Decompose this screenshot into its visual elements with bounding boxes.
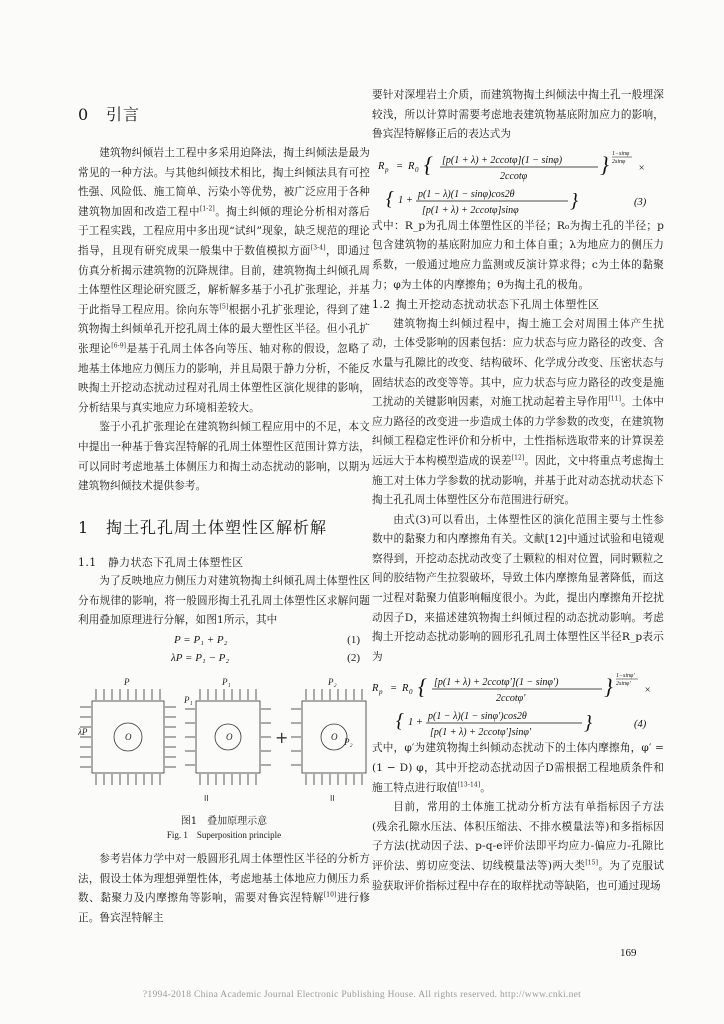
svg-text:p(1 − λ)(1 − sinφ′)cos2θ: p(1 − λ)(1 − sinφ′)cos2θ (428, 711, 527, 723)
label-o-1: O (125, 732, 132, 743)
citation[interactable]: [1-2] (199, 205, 215, 213)
equation-1-tag: (1) (347, 634, 360, 647)
svg-text:1−sinφ: 1−sinφ (612, 150, 630, 157)
svg-text:2ccotφ: 2ccotφ (500, 170, 528, 182)
figure-caption-en: Fig. 1 Superposition principle (166, 830, 282, 841)
svg-text:}: } (600, 151, 609, 177)
citation[interactable]: [10] (323, 891, 337, 899)
section-1-1-paragraph-1: 为了反映地应力侧压力对建筑物掏土纠倾孔周土体塑性区分布规律的影响，将一般圆形掏土孔孔周土体塑性区求解问题利用叠加原理进行分解，如图1所示，其中 (78, 575, 370, 627)
citation[interactable]: [3-4] (310, 244, 326, 252)
svg-text:×: × (644, 685, 652, 697)
section-heading-introduction (78, 104, 370, 126)
svg-text:}: } (604, 674, 613, 700)
intro-paragraph-2: 鉴于小孔扩张理论在建筑物纠倾工程应用中的不足，本文中提出一种基于鲁宾涅特解的孔周土体塑性区范围计算方法，可以同时考虑地基土体侧压力和掏土动态扰动的影响，以期为建筑物纠倾技术提供参考。 (78, 421, 370, 493)
label-p1-left: P₁ (184, 695, 193, 706)
section-1-1-paragraph-2: 参考岩体力学中对一般圆形孔周土体塑性区半径的分析方法，假设土体为理想弹塑性体，考虑地基土体地应力侧压力系数、黏聚力及内摩擦角等影响，需要对鲁宾涅特解[10]进行修正。鲁宾涅特解主 (78, 853, 370, 924)
section-1-2-paragraph-1: 建筑物掏土纠倾过程中，掏土施工会对周围土体产生扰动，土体受影响的因素包括：应力状态与应力路径的改变、含水量与孔隙比的改变、结构破坏、化学成分改变、压密状态与固结状态的改变等等。其中，应力状态与应力路径的改变是施工扰动的关键影响因素，对施工扰动起着主导作用[11]。土体中应力路径的改变进一步造成土体的力学参数的改变，在建筑物纠倾工程稳定性评价和分析中，土性指标选取带来的计算误差远远大于本构模型造成的误差[12]。因此，文中将重点考虑掏土施工对土体力学参数的扰动影响，并基于此对动态扰动状态下掏土孔孔周土体塑性区分布范围进行研究。 (372, 317, 664, 507)
page-number: 169 (620, 947, 637, 959)
copyright-footer: ?1994-2018 China Academic Journal Electronic Publishing House. All rights reserved. http://www.cnki.net (142, 990, 582, 1000)
equation-2-tag: (2) (347, 652, 360, 665)
figure-caption-cn: 图1 叠加原理示意 (180, 816, 268, 828)
label-o-2: O (226, 732, 233, 743)
equation-3-render (372, 145, 664, 217)
section-heading-1 (78, 517, 370, 539)
svg-text:=: = (390, 683, 398, 695)
svg-text:1 +: 1 + (408, 717, 423, 729)
svg-text:[p(1 + λ) + 2ccotφ](1 − sinφ): [p(1 + λ) + 2ccotφ](1 − sinφ) (442, 154, 563, 166)
section-1-2-paragraph-2: 由式(3)可以看出，土体塑性区的演化范围主要与土性参数中的黏聚力和内摩擦角有关。文献[12]中通过试验和电镜观察得到，开挖动态扰动改变了土颗粒的相对位置，同时颗粒之间的胶结物产生拉裂破坏，导致土体内摩擦角显著降低，而这一过程对黏聚力值影响幅度很小。为此，提出内摩擦角开挖扰动因子D，来描述建筑物掏土纠倾过程的动态扰动影响。考虑掏土开挖动态扰动影响的圆形孔孔周土体塑性区半径R_p表示为 (372, 513, 664, 663)
equation-4-tag: (4) (634, 719, 647, 731)
label-lp-left: λP (78, 727, 88, 738)
svg-text:}: } (570, 189, 578, 212)
svg-text:{: { (418, 674, 427, 700)
section-number: 1 (78, 517, 90, 537)
section-number: 0 (78, 105, 90, 124)
svg-text:[p(1 + λ) + 2ccotφ′]sinφ′: [p(1 + λ) + 2ccotφ′]sinφ′ (430, 727, 532, 739)
label-p-top: P (124, 677, 130, 688)
left-column (78, 80, 370, 928)
svg-text:×: × (638, 162, 646, 174)
citation[interactable]: [5] (219, 303, 229, 311)
svg-text:2sinφ′: 2sinφ′ (616, 681, 631, 688)
equation-2-body: λP = P₁ − P₂ (171, 652, 230, 665)
section-title: 掏土孔孔周土体塑性区解析解 (106, 517, 328, 537)
subfigure-label-2: II (330, 794, 335, 804)
svg-text:{: { (396, 710, 404, 733)
subfigure-label-1: II (204, 794, 209, 804)
citation[interactable]: [11] (608, 395, 622, 403)
svg-text:{: { (386, 187, 394, 210)
svg-text:R: R (372, 683, 379, 695)
subsection-heading-1-2: 1.2 掏土开挖动态扰动状态下孔周土体塑性区 (372, 298, 600, 312)
svg-text:p(1 − λ)(1 − sinφ)cos2θ: p(1 − λ)(1 − sinφ)cos2θ (418, 188, 515, 200)
equation-4-render (372, 667, 664, 739)
svg-text:0: 0 (415, 165, 419, 174)
svg-text:=: = (396, 160, 404, 172)
svg-text:0: 0 (409, 688, 413, 697)
svg-text:[p(1 + λ) + 2ccotφ′](1 − sinφ′: [p(1 + λ) + 2ccotφ′](1 − sinφ′) (434, 677, 559, 689)
citation[interactable]: [13-14] (457, 781, 481, 789)
citation[interactable]: [12] (511, 454, 525, 462)
section-1-2-paragraph-3: 目前，常用的土体施工扰动分析方法有单指标因子方法(残余孔隙水压法、体积压缩法、不排水模量法等)和多指标因子方法(扰动因子法、p-q-e评价法即平均应力-偏应力-孔隙比评价法、剪切应变法、切线模量法等)两大类[15]。为了克服试验获取评价指标过程中存在的取样扰动等缺陷，也可通过现场 (372, 801, 664, 892)
equation-1-body: P = P₁ + P₂ (174, 634, 228, 647)
superposition-diagram (78, 673, 370, 813)
equation-3-tag: (3) (634, 196, 647, 208)
svg-text:2sinφ: 2sinφ (612, 158, 626, 165)
svg-text:R: R (378, 160, 385, 172)
svg-text:}: } (584, 712, 592, 735)
citation[interactable]: [6-9] (111, 342, 127, 350)
equation-4-description: 式中，φ′为建筑物掏土纠倾动态扰动下的土体内摩擦角，φ′ = (1 − D) φ，其中开挖动态扰动因子D需根据工程地质条件和施工特点进行取值[13-14]。 (372, 742, 664, 794)
svg-text:1 +: 1 + (398, 194, 413, 206)
equation-3 (372, 145, 664, 217)
label-o-3: O (331, 732, 338, 743)
svg-text:2ccotφ′: 2ccotφ′ (496, 693, 526, 705)
continued-paragraph: 要针对深埋岩土介质，而建筑物掏土纠倾法中掏土孔一般埋深较浅，所以计算时需要考虑地表建筑物基底附加应力的影响，鲁宾涅特解修正后的表达式为 (372, 89, 664, 141)
svg-text:[p(1 + λ) + 2ccotφ]sinφ: [p(1 + λ) + 2ccotφ]sinφ (422, 204, 519, 216)
subsection-heading-1-1: 1.1 静力状态下孔周土体塑性区 (78, 555, 244, 569)
svg-text:1−sinφ′: 1−sinφ′ (616, 673, 635, 680)
svg-text:p: p (385, 165, 389, 174)
svg-text:R: R (402, 683, 409, 695)
label-p2-top: P₂ (328, 677, 337, 688)
plus-sign: + (275, 728, 289, 748)
citation[interactable]: [15] (585, 859, 599, 867)
equation-4 (372, 667, 664, 739)
equation-3-description: 式中：R_p为孔周土体塑性区的半径；R₀为掏土孔的半径；p包含建筑物的基底附加应力和土体自重；λ为地应力的侧压力系数，一般通过地应力监测或反演计算求得；c为土体的黏聚力；φ为土体的内摩擦角；θ为掏土孔的极角。 (372, 219, 664, 291)
equation-1 (78, 631, 370, 667)
superposition-figure (78, 673, 370, 813)
right-column (372, 86, 664, 896)
intro-paragraph-1: 建筑物纠倾岩土工程中多采用迫降法，掏土纠倾法是最为常见的一种方法。与其他纠倾技术相比，掏土纠倾法具有可控性强、风险低、施工简单、污染小等优势，被广泛应用于各种建筑物加固和改造工程中[1-2]。掏土纠倾的理论分析相对落后于工程实践，工程应用中多出现“试纠”现象，缺乏规范的理论指导，且现有研究成果一般集中于数值模拟方面[3-4]，即通过仿真分析揭示建筑物的沉降规律。目前，建筑物掏土纠倾孔周土体塑性区理论研究匮乏，解析解多基于小孔扩张理论，并基于此指导工程应用。徐向东等[5]根据小孔扩张理论，得到了建筑物掏土纠倾单孔开挖孔周土体的最大塑性区半径。但小孔扩张理论[6-9]是基于孔周土体各向等压、轴对称的假设，忽略了地基土体地应力侧压力的影响，并且局限于静力分析，不能反映掏土开挖动态扰动过程对孔周土体塑性区演化规律的影响，分析结果与真实地应力环境相差较大。 (78, 147, 370, 414)
section-title: 引言 (106, 105, 141, 124)
svg-text:p: p (379, 688, 383, 697)
label-p1-top: P₁ (222, 677, 231, 688)
svg-text:R: R (408, 160, 415, 172)
svg-text:{: { (424, 151, 433, 177)
label-p2-right: P₂ (344, 737, 353, 748)
